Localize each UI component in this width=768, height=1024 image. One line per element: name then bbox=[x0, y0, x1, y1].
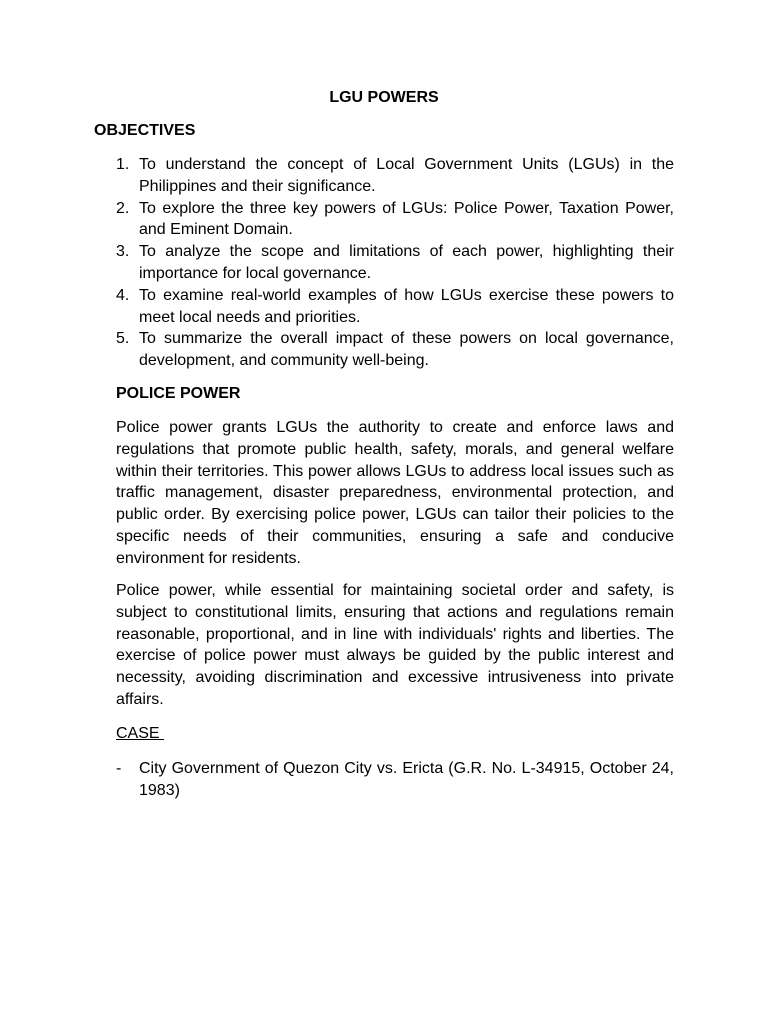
police-power-heading: POLICE POWER bbox=[116, 385, 241, 402]
police-power-paragraph-2: Police power, while essential for maintaining societal order and safety, is subject to constitutional limits, ensuring that actions and regulations remain reasonable, proportional, and in line with individuals' rights and liberties. The exercise of police power must always be guided by the public interest and necessity, avoiding discrimination and excessive intrusiveness into private affairs. bbox=[116, 582, 674, 708]
objectives-list bbox=[116, 154, 674, 372]
objective-text: To analyze the scope and limitations of each power, highlighting their importance for local governance. bbox=[139, 243, 674, 282]
objective-item bbox=[116, 241, 674, 285]
objective-item bbox=[116, 285, 674, 329]
objectives-heading: OBJECTIVES bbox=[94, 122, 196, 139]
objective-text: To explore the three key powers of LGUs: Police Power, Taxation Power, and Eminent Domain. bbox=[139, 199, 674, 239]
objective-item bbox=[116, 198, 674, 242]
objective-item bbox=[116, 154, 674, 198]
objective-number: 3. bbox=[116, 243, 130, 261]
objective-text: To understand the concept of Local Government Units (LGUs) in the Philippines and their significance. bbox=[139, 156, 674, 195]
objective-number: 5. bbox=[116, 330, 130, 348]
objective-item bbox=[116, 328, 674, 372]
case-text: City Government of Quezon City vs. Ericta (G.R. No. L-34915, October 24, 1983) bbox=[139, 760, 674, 799]
objective-text: To examine real-world examples of how LGUs exercise these powers to meet local needs and priorities. bbox=[139, 286, 674, 326]
case-heading: CASE bbox=[116, 725, 165, 742]
objective-number: 2. bbox=[116, 199, 130, 217]
police-power-paragraph-1: Police power grants LGUs the authority to create and enforce laws and regulations that promote public health, safety, morals, and general welfare within their territories. This power allows LGUs to address local issues such as traffic management, disaster preparedness, environmental protection, and public order. By exercising police power, LGUs can tailor their policies to the specific needs of their communities, ensuring a safe and conducive environment for residents. bbox=[116, 419, 674, 567]
objective-text: To summarize the overall impact of these powers on local governance, development, and community well-being. bbox=[139, 330, 674, 370]
objective-number: 1. bbox=[116, 156, 130, 173]
case-bullet: - bbox=[116, 760, 122, 777]
document-title: LGU POWERS bbox=[329, 89, 439, 106]
case-list bbox=[116, 758, 674, 802]
objective-number: 4. bbox=[116, 286, 130, 304]
case-item bbox=[116, 758, 674, 802]
